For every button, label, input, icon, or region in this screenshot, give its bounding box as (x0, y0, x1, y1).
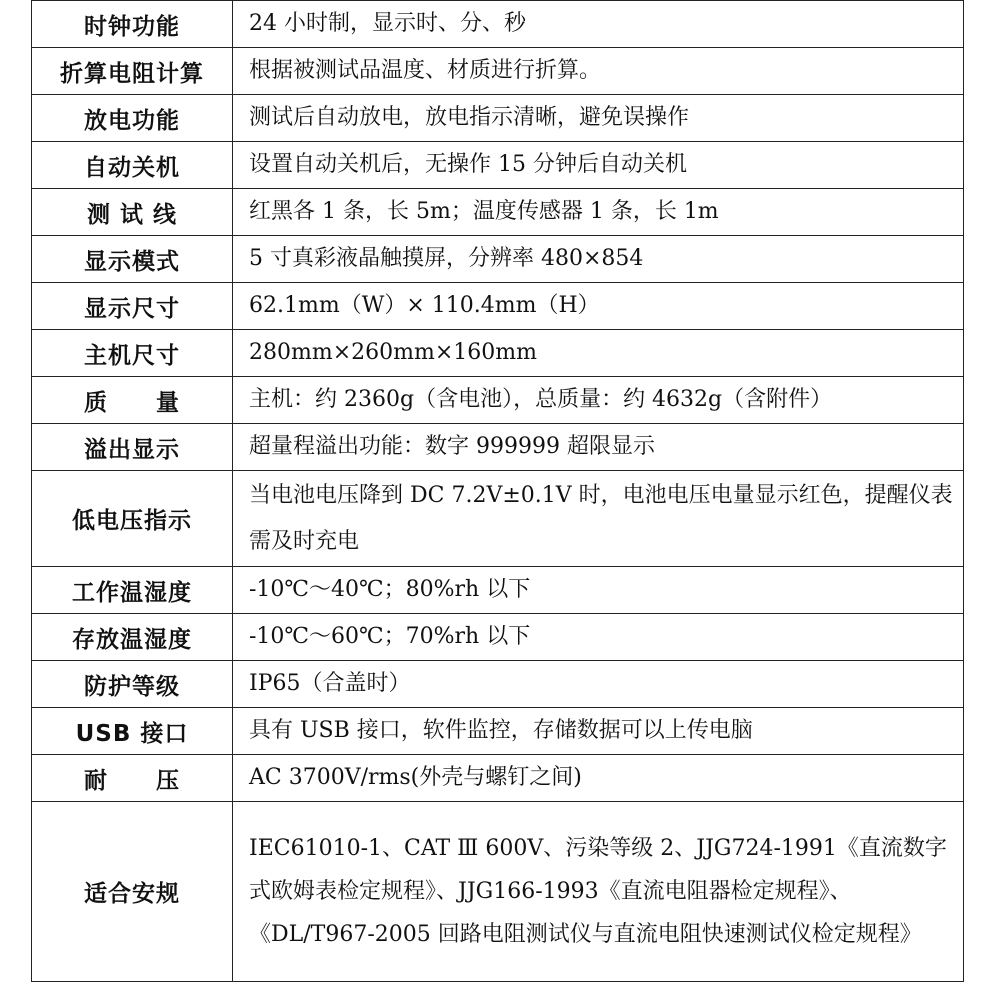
table-row (32, 471, 964, 567)
spec-value: 具有 USB 接口，软件监控，存储数据可以上传电脑 (233, 708, 964, 755)
spec-value: 红黑各 1 条，长 5m；温度传感器 1 条，长 1m (233, 189, 964, 236)
spec-label: 显示模式 (32, 236, 233, 283)
spec-value: AC 3700V/rms(外壳与螺钉之间) (233, 755, 964, 802)
table-row (32, 330, 964, 377)
table-row (32, 1, 964, 48)
spec-label: 主机尺寸 (32, 330, 233, 377)
spec-value: 主机：约 2360g（含电池），总质量：约 4632g（含附件） (233, 377, 964, 424)
table-row (32, 755, 964, 802)
table-row (32, 283, 964, 330)
spec-label: 溢出显示 (32, 424, 233, 471)
table-row (32, 802, 964, 982)
spec-label: 折算电阻计算 (32, 48, 233, 95)
spec-label: 防护等级 (32, 661, 233, 708)
spec-value: 设置自动关机后，无操作 15 分钟后自动关机 (233, 142, 964, 189)
table-row (32, 48, 964, 95)
spec-label: 测 试 线 (32, 189, 233, 236)
spec-label: 适合安规 (32, 802, 233, 982)
spec-value: 测试后自动放电，放电指示清晰，避免误操作 (233, 95, 964, 142)
spec-value: IEC61010-1、CAT Ⅲ 600V、污染等级 2、JJG724-1991《直流数字式欧姆表检定规程》、JJG166-1993《直流电阻器检定规程》、《DL/T967-2005 回路电阻测试仪与直流电阻快速测试仪检定规程》 (233, 802, 964, 982)
spec-label: 低电压指示 (32, 471, 233, 567)
spec-label: 放电功能 (32, 95, 233, 142)
spec-label: USB 接口 (32, 708, 233, 755)
table-row (32, 567, 964, 614)
spec-value: 280mm×260mm×160mm (233, 330, 964, 377)
spec-label: 质 量 (32, 377, 233, 424)
table-row (32, 424, 964, 471)
spec-label: 时钟功能 (32, 1, 233, 48)
table-row (32, 708, 964, 755)
table-row (32, 95, 964, 142)
spec-label: 存放温湿度 (32, 614, 233, 661)
table-row (32, 614, 964, 661)
spec-value: -10℃～60℃；70%rh 以下 (233, 614, 964, 661)
spec-value: 62.1mm（W）× 110.4mm（H） (233, 283, 964, 330)
spec-value: 根据被测试品温度、材质进行折算。 (233, 48, 964, 95)
spec-label: 显示尺寸 (32, 283, 233, 330)
table-row (32, 236, 964, 283)
table-row (32, 189, 964, 236)
spec-table (31, 0, 964, 982)
spec-value: IP65（合盖时） (233, 661, 964, 708)
table-row (32, 142, 964, 189)
spec-value: -10℃～40℃；80%rh 以下 (233, 567, 964, 614)
spec-label: 自动关机 (32, 142, 233, 189)
table-row (32, 377, 964, 424)
spec-label: 工作温湿度 (32, 567, 233, 614)
spec-value: 5 寸真彩液晶触摸屏，分辨率 480×854 (233, 236, 964, 283)
spec-value: 超量程溢出功能：数字 999999 超限显示 (233, 424, 964, 471)
spec-value: 当电池电压降到 DC 7.2V±0.1V 时，电池电压电量显示红色，提醒仪表需及时充电 (233, 471, 964, 567)
table-row (32, 661, 964, 708)
spec-label: 耐 压 (32, 755, 233, 802)
spec-value: 24 小时制，显示时、分、秒 (233, 1, 964, 48)
